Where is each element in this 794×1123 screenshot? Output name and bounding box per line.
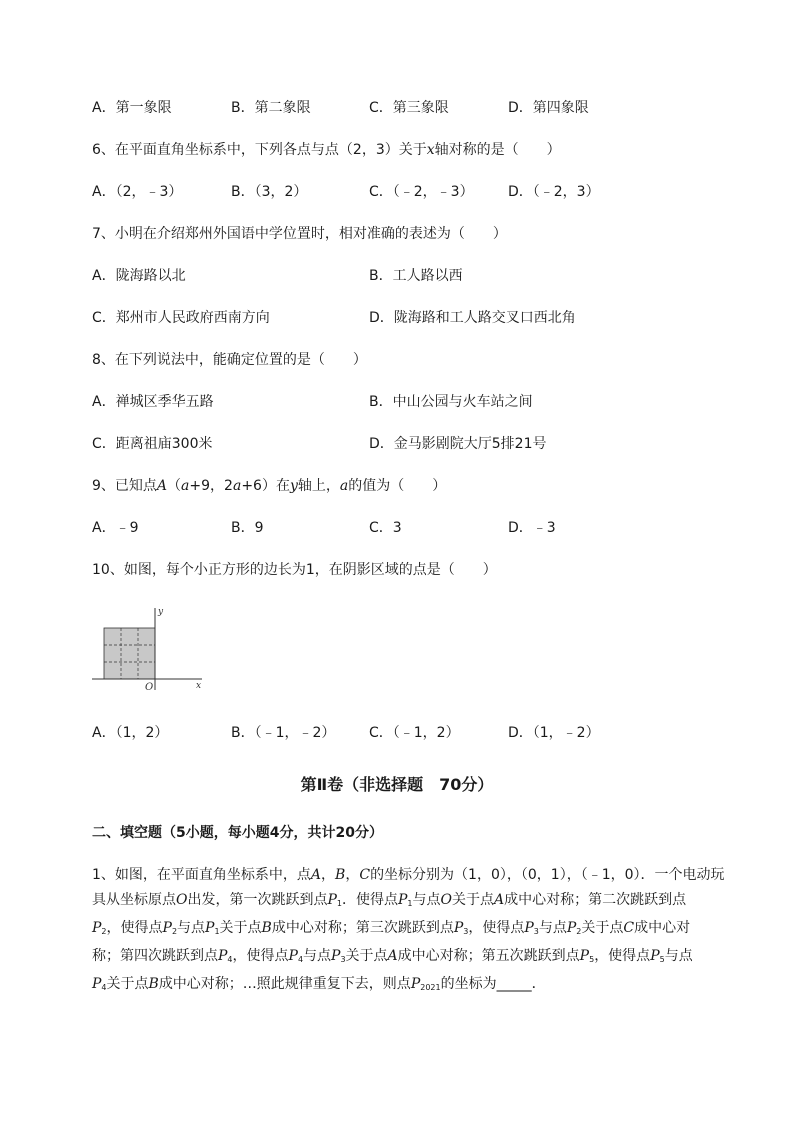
fill-in-heading: 二、填空题（5小题，每小题4分，共计20分） [92,825,383,841]
q6-stem-suffix: 轴对称的是（ ） [434,142,561,158]
q9-text-5: 轴上， [297,478,340,494]
f1-var-P: P [331,948,341,964]
q6-stem [92,140,561,160]
f1-text: 与点 [177,920,206,936]
f1-var-P: P [327,892,337,908]
f1-subscript: 2 [576,927,582,936]
f1-text: 出发，第一次跳跃到点 [187,892,328,908]
q10-option-c: C．（﹣1，2） [369,725,460,741]
f1-var-P: P [162,920,172,936]
q9-option-d: D．﹣3 [508,520,556,536]
f1-text: 成中心对称；第五次跳跃到点 [397,948,580,964]
f1-var-A: A [494,892,505,908]
q9-text-6: 的值为（ ） [348,478,447,494]
f1-text: ．使得点 [342,892,398,908]
f1-text: ， [345,867,360,883]
f1-text: 成中心对称；第二次跳跃到点 [504,892,687,908]
q8-stem: 8、在下列说法中，能确定位置的是（ ） [92,352,367,368]
f1-text: 1、如图，在平面直角坐标系中，点 [92,867,311,883]
f1-var-B: B [335,867,346,883]
f1-subscript: 3 [340,955,346,964]
f1-text: 成中心对 [634,920,691,936]
y-axis-label: y [158,607,164,617]
f1-var-A: A [387,948,398,964]
q9-var-A: A [156,478,168,494]
q9-stem [92,476,446,496]
f1-text: 称；第四次跳跃到点 [92,948,218,964]
f1-var-A: A [310,867,322,883]
f1-var-P: P [650,948,660,964]
f1-text: ，使得点 [468,920,525,936]
f1-var-P: P [566,920,577,936]
f1-var-P: P [205,920,215,936]
q9-option-a: A．﹣9 [92,520,139,536]
f1-text: 具从坐标原点 [92,892,176,908]
f1-var-P: P [398,892,408,908]
fill-q1-line-2 [92,888,704,916]
f1-text: 与点 [664,948,693,964]
f1-text: 与点 [303,948,332,964]
q6-option-a: A．（2，﹣3） [92,184,183,200]
f1-subscript: 3 [463,927,469,936]
fill-q1-line-4 [92,944,704,972]
fill-q1-line-3 [92,916,704,944]
f1-var-P: P [579,948,590,964]
f1-text: 与点 [412,892,441,908]
q9-option-b: B．9 [231,520,264,536]
f1-text: 关于点 [345,948,388,964]
f1-text: 的坐标分别为（1，0），（0，1），（﹣1，0）．一个电动玩 [370,867,725,883]
q9-var-a: a [181,478,190,494]
f1-text: ，使得点 [106,920,163,936]
q5-option-d: D．第四象限 [508,100,589,116]
f1-text: ，使得点 [594,948,651,964]
fill-q1-line-5 [92,972,704,1000]
f1-subscript: 2021 [420,983,441,992]
origin-label: O [145,682,154,692]
shaded-region [104,628,155,679]
f1-subscript: 5 [589,955,595,964]
q9-var-a: a [232,478,242,494]
q9-text-1: 9、已知点 [92,478,157,494]
f1-var-P: P [453,920,464,936]
q8-option-b: B．中山公园与火车站之间 [369,394,533,410]
f1-var-O: O [176,892,188,908]
f1-var-P: P [218,948,228,964]
f1-var-O: O [440,892,452,908]
q8-option-d: D．金马影剧院大厅5排21号 [369,436,547,452]
q9-text-4: +6）在 [241,478,290,494]
q6-option-d: D．（﹣2，3） [508,184,600,200]
q9-var-y: y [289,478,298,494]
q5-option-b: B．第二象限 [231,100,311,116]
f1-subscript: 3 [533,927,539,936]
f1-subscript: 4 [297,955,304,964]
x-axis-label: x [196,681,202,691]
fill-question-1 [92,863,725,1000]
f1-var-P: P [524,920,534,936]
q9-text-3: +9，2 [189,478,233,494]
f1-var-B: B [261,920,272,936]
f1-var-C: C [623,920,635,936]
f1-text: 关于点 [581,920,624,936]
q7-option-b: B．工人路以西 [369,268,463,284]
q10-coordinate-figure [90,604,210,692]
fill-q1-line-1 [92,863,725,888]
q7-stem: 7、小明在介绍郑州外国语中学位置时，相对准确的表述为（ ） [92,226,507,242]
q10-stem: 10、如图，每个小正方形的边长为1，在阴影区域的点是（ ） [92,562,497,578]
q7-option-c: C．郑州市人民政府西南方向 [92,310,270,326]
f1-var-B: B [148,976,159,992]
f1-subscript: 2 [171,927,178,936]
f1-var-P: P [288,948,298,964]
f1-text: 关于点 [106,976,149,992]
f1-text: 与点 [538,920,567,936]
q7-option-d: D．陇海路和工人路交叉口西北角 [369,310,576,326]
q6-var-x: x [426,142,435,158]
f1-text: ， [321,867,336,883]
q8-option-a: A．禅城区季华五路 [92,394,214,410]
section-2-title: 第Ⅱ卷（非选择题 70分） [300,775,494,794]
q9-option-c: C．3 [369,520,402,536]
q6-option-b: B．（3，2） [231,184,308,200]
f1-text: 成中心对称；…照此规律重复下去，则点 [158,976,411,992]
q6-stem-text: 6、在平面直角坐标系中，下列各点与点（2，3）关于 [92,142,427,158]
f1-text: 关于点 [452,892,494,908]
f1-var-P: P [410,976,421,992]
f1-var-P: P [92,920,102,936]
f1-subscript: 4 [227,955,233,964]
q9-text-2: （ [167,478,182,494]
f1-subscript: 2 [101,927,107,936]
f1-var-P: P [92,976,102,992]
f1-var-C: C [359,867,371,883]
q10-option-d: D．（1，﹣2） [508,725,600,741]
f1-subscript: 4 [101,983,107,992]
f1-text: ，使得点 [232,948,289,964]
q10-option-a: A．（1，2） [92,725,169,741]
q6-option-c: C．（﹣2，﹣3） [369,184,474,200]
f1-subscript: 1 [214,927,220,936]
f1-subscript: 1 [336,899,342,908]
q5-option-c: C．第三象限 [369,100,449,116]
q7-option-a: A．陇海路以北 [92,268,186,284]
f1-subscript: 1 [407,899,413,908]
f1-answer-blank: 的坐标为_____． [440,976,546,992]
f1-text: 关于点 [219,920,262,936]
q9-var-a: a [339,478,349,494]
q5-option-a: A．第一象限 [92,100,172,116]
q10-option-b: B．（﹣1，﹣2） [231,725,336,741]
f1-subscript: 5 [659,955,665,964]
f1-text: 成中心对称；第三次跳跃到点 [271,920,454,936]
q8-option-c: C．距离祖庙300米 [92,436,213,452]
